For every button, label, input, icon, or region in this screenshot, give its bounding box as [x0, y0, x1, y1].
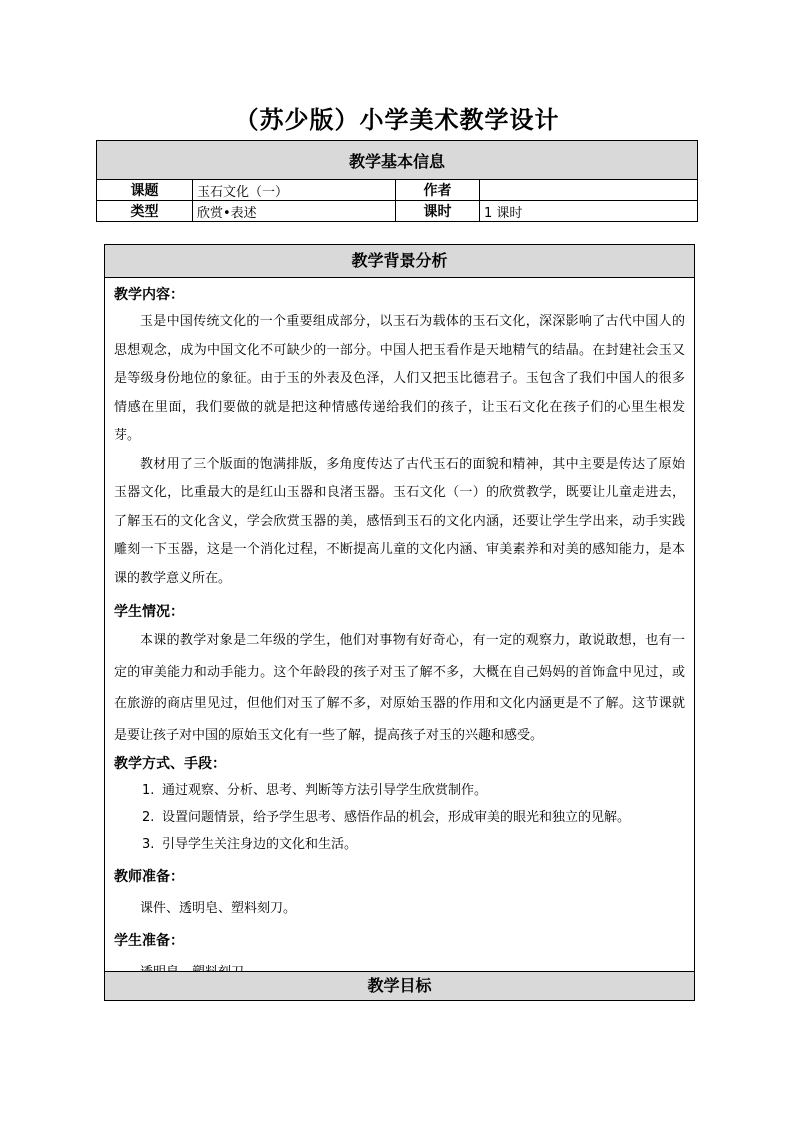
author-label: 作者	[396, 180, 480, 201]
type-value: 欣赏•表述	[193, 201, 396, 222]
basic-info-header: 教学基本信息	[97, 141, 698, 180]
teaching-methods-list	[114, 777, 685, 858]
basic-info-table	[96, 140, 698, 222]
list-item: 3. 引导学生关注身边的文化和生活。	[142, 837, 358, 852]
teaching-content-paragraph-2: 教材用了三个版面的饱满排版，多角度传达了古代玉石的面貌和精神，其中主要是传达了原始玉器文化，比重最大的是红山玉器和良渚玉器。玉石文化（一）的欣赏教学，既要让儿童走进去，了解玉石的文化含义，学会欣赏玉器的美，感悟到玉石的文化内涵，还要让学生学出来，动手实践雕刻一下玉器，这是一个消化过程，不断提高儿童的文化内涵、审美素养和对美的感知能力，是本课的教学意义所在。	[114, 456, 685, 586]
teaching-background-section	[104, 244, 695, 1001]
topic-label: 课题	[97, 180, 193, 201]
teaching-content-label: 教学内容：	[114, 287, 184, 303]
list-item: 2. 设置问题情景，给予学生思考、感悟作品的机会，形成审美的眼光和独立的见解。	[142, 810, 631, 825]
teaching-goals-header: 教学目标	[105, 971, 694, 1000]
document-title: （苏少版）小学美术教学设计	[234, 106, 560, 134]
topic-value: 玉石文化（一）	[193, 180, 396, 201]
list-item: 1. 通过观察、分析、思考、判断等方法引导学生欣赏制作。	[142, 783, 488, 798]
student-preparation-label: 学生准备：	[114, 933, 184, 949]
teaching-methods-label: 教学方式、手段：	[114, 756, 226, 772]
student-situation-label: 学生情况：	[114, 604, 184, 620]
teacher-preparation-text: 课件、透明皂、塑料刻刀。	[140, 901, 297, 916]
type-label: 类型	[97, 201, 193, 222]
teaching-background-content	[105, 278, 694, 992]
teaching-content-paragraph-1: 玉是中国传统文化的一个重要组成部分，以玉石为载体的玉石文化，深深影响了古代中国人的思想观念，成为中国文化不可缺少的一部分。中国人把玉看作是天地精气的结晶。在封建社会玉又是等级身份地位的象征。由于玉的外表及色泽，人们又把玉比德君子。玉包含了我们中国人的很多情感在里面，我们要做的就是把这种情感传递给我们的孩子，让玉石文化在孩子们的心里生根发芽。	[114, 314, 685, 443]
teacher-preparation-label: 教师准备：	[114, 869, 184, 885]
student-situation-paragraph: 本课的教学对象是二年级的学生，他们对事物有好奇心，有一定的观察力，敢说敢想，也有一定的审美能力和动手能力。这个年龄段的孩子对玉了解不多，大概在自己妈妈的首饰盒中见过，或在旅游的商店里见过，但他们对玉了解不多，对原始玉器的作用和文化内涵更是不了解。这节课就是要让孩子对中国的原始玉文化有一些了解，提高孩子对玉的兴趣和感受。	[114, 633, 685, 743]
author-value	[480, 180, 698, 201]
hours-label: 课时	[396, 201, 480, 222]
hours-value: 1 课时	[480, 201, 698, 222]
teaching-background-header: 教学背景分析	[105, 245, 694, 278]
